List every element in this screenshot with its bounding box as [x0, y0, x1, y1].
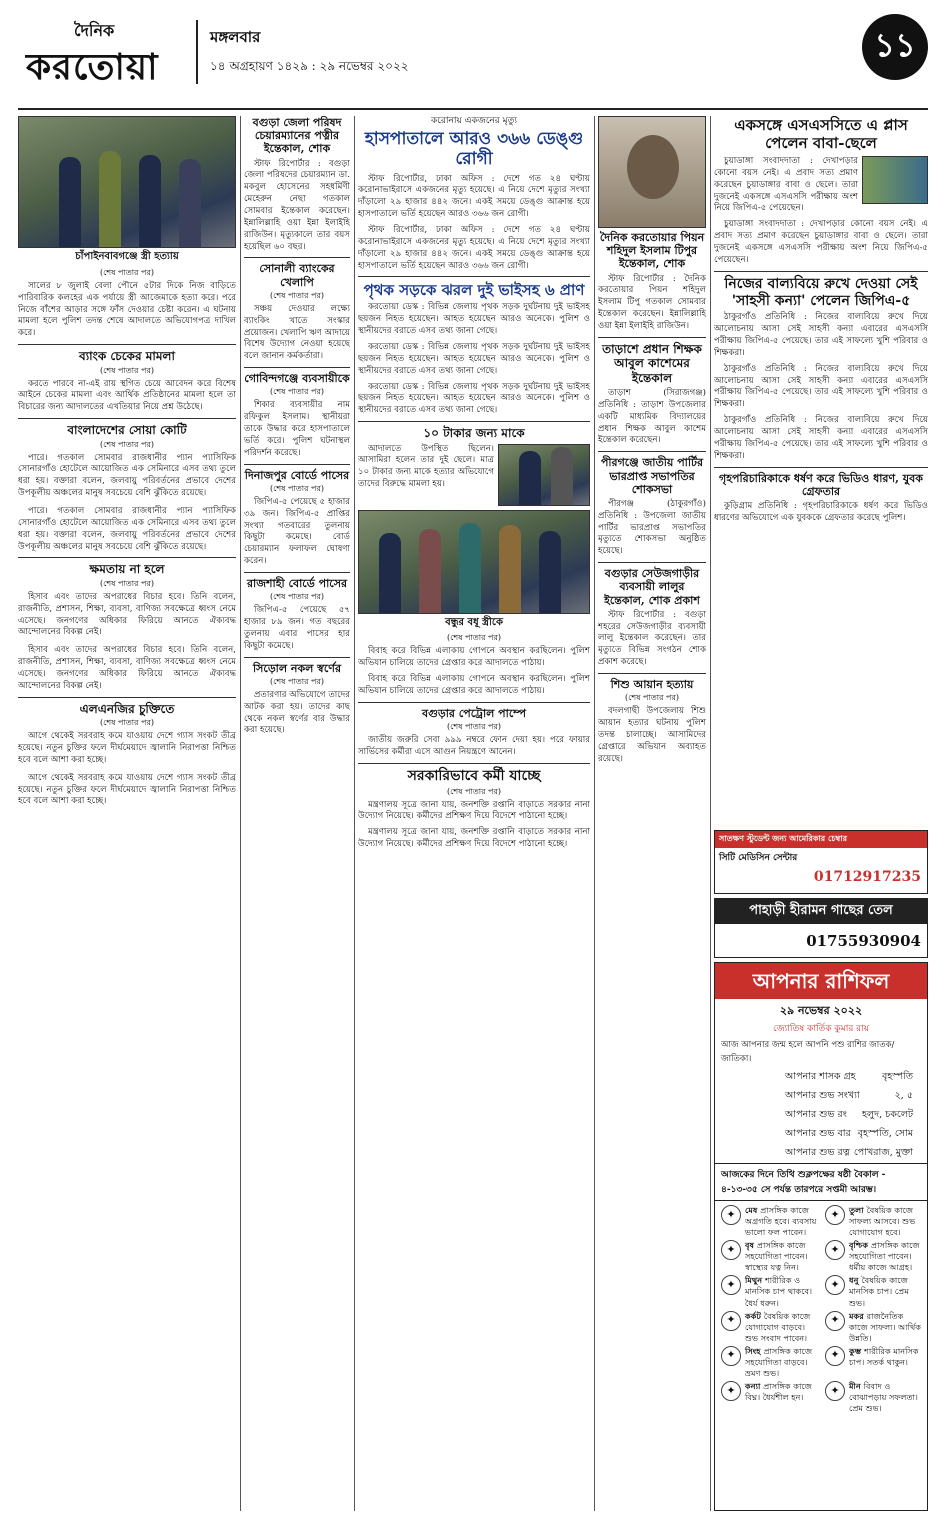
zodiac-text: ধনু বৈষয়িক কাজে মানসিক চাপ। প্রেম শুভ।	[849, 1275, 909, 1308]
horoscope-box	[714, 962, 928, 1511]
headline: নিজের বাল্যবিয়ে রুখে দেওয়া সেই 'সাহসী কন্যা' পেলেন জিপিএ-৫	[724, 275, 918, 309]
article-body: মন্ত্রণালয় সূত্রে জানা যায়, জনশক্তি রপ্তানি বাড়াতে সরকার নানা উদ্যোগ নিয়েছে। কর্মীদের প্রশিক্ষণ দিয়ে বিদেশে পাঠানো হচ্ছে।	[358, 827, 590, 850]
continued-label: (শেষ পাতার পর)	[99, 578, 155, 588]
photo-caption: বন্ধুর বধূ স্ত্রীকে	[445, 616, 503, 628]
zodiac-sign-icon: ✦	[825, 1240, 845, 1260]
zodiac-sign-icon: ✦	[825, 1205, 845, 1225]
photo-caption: দৈনিক করতোয়ার পিয়ন শহিদুল ইসলাম টিপুর ইন্তেকাল, শোক	[599, 231, 705, 271]
column-1	[18, 116, 236, 1511]
zodiac-sign-icon: ✦	[721, 1346, 741, 1366]
horoscope-intro: আজ আপনার জন্ম হলে আপনি পশু রাশির জাতক/জাতিকা।	[721, 1040, 895, 1064]
headline: হাসপাতালে আরও ৩৬৬ ডেঙ্গু রোগী	[364, 128, 584, 170]
headline: ব্যাংক চেকের মামলা	[79, 349, 175, 364]
headline: বগুড়া জেলা পরিষদ চেয়ারম্যানের পত্নীর	[252, 116, 342, 143]
article-body: চুয়াডাঙ্গা সংবাদদাতা : দেখাপড়ার কোনো বয়স নেই। এ প্রবাদ সত্য প্রমাণ করেছেন চুয়াডাঙ্গার বাবা ও ছেলে। তারা দুজনেই একসঙ্গে এসএসসি পরীক্ষায় অংশ নিয়ে জিপিএ-৫ পেয়েছেন।	[714, 156, 858, 214]
page-number: ১১	[862, 14, 928, 80]
kicker: করোনায় একজনের মৃত্যু	[431, 116, 517, 126]
zodiac-item	[825, 1275, 921, 1308]
zodiac-item	[721, 1205, 817, 1238]
continued-label: (শেষ পাতার পর)	[99, 365, 155, 375]
article-body: তাড়াশ (সিরাজগঞ্জ) প্রতিনিধি : তাড়াশ উপজেলার একটি মাধ্যমিক বিদ্যালয়ের প্রধান শিক্ষক আবুল কাশেম ইন্তেকাল করেছেন।	[598, 388, 706, 446]
headline-sub: ইন্তেকাল, শোক	[263, 142, 331, 156]
article-body: করতোয়া ডেস্ক : বিভিন্ন জেলায় পৃথক সড়ক দুর্ঘটনায় দুই ভাইসহ ছয়জন নিহত হয়েছেন। আহত হয়েছেন আরও অনেকে। পুলিশ ও স্থানীয়দের বরাতে এসব তথ্য জানা গেছে।	[358, 381, 590, 416]
ad-clinic-name: সিটি মেডিসিন সেন্টার	[719, 853, 798, 863]
attribute-label: আপনার শুভ সংখ্যা	[785, 1090, 860, 1101]
article-body: চুয়াডাঙ্গা সংবাদদাতা : দেখাপড়ার কোনো বয়স নেই। এ প্রবাদ সত্য প্রমাণ করেছেন চুয়াডাঙ্গার বাবা ও ছেলে। তারা দুজনেই একসঙ্গে এসএসসি পরীক্ষায় অংশ নিয়ে জিপিএ-৫ পেয়েছেন।	[714, 219, 928, 265]
headline: সরকারিভাবে কর্মী যাচ্ছে	[407, 767, 541, 784]
headline: দিনাজপুর বোর্ডে পাসের	[244, 468, 350, 482]
headline: সোনালী ব্যাংকের খেলাপি	[259, 262, 335, 289]
zodiac-text: তুলা বৈষয়িক কাজে সাফল্য আসবে। শুভ যোগাযোগ হবে।	[849, 1205, 916, 1238]
headline: পৃথক সড়কে ঝরল দুই ভাইসহ ৬ প্রাণ	[363, 281, 585, 300]
continued-label: (শেষ পাতার পর)	[269, 592, 325, 602]
ad-title: পাহাড়ী হীরামন গাছের তেল	[715, 899, 927, 924]
zodiac-text: কন্যা প্রাসঙ্গিক কাজে বিঘ্ন। ধৈর্যশীল হন।	[745, 1380, 812, 1402]
zodiac-sign-icon: ✦	[721, 1381, 741, 1401]
attribute-value: হলুদ, চকলেট	[862, 1109, 913, 1120]
article-body: স্টাফ রিপোর্টার, ঢাকা অফিস : দেশে গত ২৪ ঘণ্টায় করোনাভাইরাসে একজনের মৃত্যু হয়েছে। এ নিয়ে দেশে মৃত্যুর সংখ্যা দাঁড়ালো ২৯ হাজার ৪৪২ জনে। একই সময়ে ডেঙ্গু আক্রান্ত হয়ে হাসপাতালে ভর্তি হয়েছেন আরও ৩৬৬ জন রোগী।	[358, 225, 590, 271]
article-body: মন্ত্রণালয় সূত্রে জানা যায়, জনশক্তি রপ্তানি বাড়াতে সরকার নানা উদ্যোগ নিয়েছে। কর্মীদের প্রশিক্ষণ দিয়ে বিদেশে পাঠানো হচ্ছে।	[358, 799, 590, 822]
continued-label: (শেষ পাতার পর)	[446, 786, 502, 796]
zodiac-item	[825, 1240, 921, 1273]
headline: রাজশাহী বোর্ডে পাসের	[246, 577, 348, 591]
zodiac-text: বৃশ্চিক প্রাসঙ্গিক কাজে সহযোগিতা পাবেন। ধর্মীয় কাজে আগ্রহ।	[849, 1240, 920, 1273]
article-body: স্টাফ রিপোর্টার : বগুড়া জেলা পরিষদের চেয়ারম্যান ডা. মকবুল হোসেনের সহধর্মিণী মেহেরুন নেছা গতকাল সোমবার ইন্তেকাল করেছেন। ইন্নালিল্লাহি ওয়া ইন্না ইলাইহি রাজিউন। মৃত্যুকালে তার বয়স হয়েছিল ৬০ বছর।	[244, 158, 350, 252]
article-body: বদলগাছী উপজেলায় শিশু আয়ান হত্যার ঘটনায় পুলিশ তদন্ত চালাচ্ছে। আসামিদের গ্রেপ্তারে অভিযান অব্যাহত রয়েছে।	[598, 706, 706, 764]
article-body: ঠাকুরগাঁও প্রতিনিধি : নিজের বাল্যবিয়ে রুখে দিয়ে আলোচনায় আসা সেই সাহসী কন্যা এবারের এসএসসি পরীক্ষায় জিপিএ-৫ পেয়েছে। তার এই সাফল্যে খুশি পরিবার ও শিক্ষকরা।	[714, 312, 928, 358]
article-body: কুড়িগ্রাম প্রতিনিধি : গৃহপরিচারিকাকে ধর্ষণ করে ভিডিও ধারণের অভিযোগে এক যুবককে গ্রেফতার করেছে পুলিশ।	[714, 501, 928, 523]
continued-label: (শেষ পাতার পর)	[99, 267, 155, 277]
masthead	[18, 14, 928, 110]
photo-caption: চাঁপাইনবাবগঞ্জে স্ত্রী হত্যায়	[75, 251, 179, 262]
continued-label: (শেষ পাতার পর)	[269, 290, 325, 300]
continued-label: (শেষ পাতার পর)	[99, 718, 155, 728]
zodiac-item	[825, 1381, 921, 1414]
zodiac-item	[721, 1240, 817, 1273]
oil-ad	[714, 898, 928, 958]
attribute-label: আপনার শুভ রং	[785, 1109, 847, 1120]
ad-title: সাতক্ষণ স্টুডেন্ট জন্য আমেরিকার চেম্বার	[715, 831, 927, 848]
horoscope-attribute-row	[715, 1087, 927, 1106]
zodiac-item	[825, 1346, 921, 1379]
article-body: আদালতে উপস্থিত ছিলেন। আসামিরা হলেন তার দুই ছেলে। মাত্র ১০ টাকার জন্য মাকে হত্যার অভিযোগে তাদের বিরুদ্ধে মামলা হয়।	[358, 443, 494, 490]
horoscope-attribute-row	[715, 1068, 927, 1087]
headline: সিড়োল নকল স্বর্ণের	[252, 661, 341, 675]
zodiac-sign-icon: ✦	[825, 1311, 845, 1331]
continued-label: (শেষ পাতার পর)	[446, 633, 502, 643]
article-body: বিবাহ করে বিভিন্ন এলাকায় গোপনে অবস্থান করছিলেন। পুলিশ অভিযান চালিয়ে তাদের গ্রেপ্তার করে আদালতে পাঠায়।	[358, 674, 590, 696]
attribute-label: আপনার শুভ রত্ন	[785, 1147, 850, 1158]
headline: ক্ষমতায় না হলে	[89, 562, 165, 577]
horoscope-attribute-row	[715, 1125, 927, 1144]
headline: ১০ টাকার জন্য মাকে	[423, 426, 525, 441]
article-body: স্টাফ রিপোর্টার, ঢাকা অফিস : দেশে গত ২৪ ঘণ্টায় করোনাভাইরাসে একজনের মৃত্যু হয়েছে। এ নিয়ে দেশে মৃত্যুর সংখ্যা দাঁড়ালো ২৯ হাজার ৪৪২ জনে। একই সময়ে ডেঙ্গু আক্রান্ত হয়ে হাসপাতালে ভর্তি হয়েছেন আরও ৩৬৬ জন রোগী।	[358, 173, 590, 220]
ad-phone: 01755930904	[806, 932, 921, 950]
article-body: করতোয়া ডেস্ক : বিভিন্ন জেলায় পৃথক সড়ক দুর্ঘটনায় দুই ভাইসহ ছয়জন নিহত হয়েছেন। আহত হয়েছেন আরও অনেকে। পুলিশ ও স্থানীয়দের বরাতে এসব তথ্য জানা গেছে।	[358, 302, 590, 337]
headline: বগুড়ার পেট্রোল পাম্পে	[422, 706, 526, 720]
article-body: করতে পারবে না-এই রায় স্থগিত চেয়ে আবেদন করে বিশেষ আইনে চেকের মামলা এবং আর্থিক প্রতিষ্ঠানের মামলা হলে তা বিচারের জন্য আদালতের এখতিয়ার নিয়ে প্রশ্ন উঠেছে।	[18, 378, 236, 413]
article-body: জাতীয় জরুরি সেবা ৯৯৯ নম্বরে ফোন দেয়া হয়। পরে ফায়ার সার্ভিসের কর্মীরা এসে আগুন নিয়ন্ত্রণে আনেন।	[358, 735, 590, 757]
attribute-value: পোখরাজ, মুক্তা	[853, 1147, 913, 1158]
article-body: পীরগঞ্জ (ঠাকুরগাঁও) প্রতিনিধি : উপজেলা জাতীয় পার্টির ভারপ্রাপ্ত সভাপতির মৃত্যুতে শোকসভা অনুষ্ঠিত হয়েছে।	[598, 498, 706, 557]
zodiac-item	[825, 1311, 921, 1344]
arrest-photo	[18, 116, 236, 248]
column-4	[598, 116, 706, 1511]
article-body: শিকার ব্যবসায়ীর নাম রফিকুল ইসলাম। স্থানীয়রা তাকে উদ্ধার করে হাসপাতালে ভর্তি করে। পুলিশ ঘটনাস্থল পরিদর্শন করেছে।	[244, 400, 350, 458]
continued-label: (শেষ পাতার পর)	[624, 693, 680, 703]
article-body: বিবাহ করে বিভিন্ন এলাকায় গোপনে অবস্থান করছিলেন। পুলিশ অভিযান চালিয়ে তাদের গ্রেপ্তার করে আদালতে পাঠায়।	[358, 646, 590, 669]
headline: একসঙ্গে এসএসসিতে এ প্লাস পেলেন বাবা-ছেলে	[734, 116, 908, 152]
zodiac-item	[721, 1381, 817, 1414]
zodiac-sign-icon: ✦	[721, 1240, 741, 1260]
article-body: হিসাব এবং তাদের অপরাধের বিচার হবে। তিনি বলেন, রাজনীতি, প্রশাসন, শিক্ষা, ব্যবসা, বাণিজ্য সবক্ষেত্রে ধ্বংস নেমে এসেছে। জনগণের অধিকার ফিরিয়ে আনতে ঐক্যবদ্ধ আন্দোলনের বিকল্প নেই।	[18, 645, 236, 691]
article-body: হিসাব এবং তাদের অপরাধের বিচার হবে। তিনি বলেন, রাজনীতি, প্রশাসন, শিক্ষা, ব্যবসা, বাণিজ্য সবক্ষেত্রে ধ্বংস নেমে এসেছে। জনগণের অধিকার ফিরিয়ে আনতে ঐক্যবদ্ধ আন্দোলনের বিকল্প নেই।	[18, 591, 236, 638]
article-body: জিপিএ-৫ পেয়েছে ৫৭ হাজার ৮৯ জন। গত বছরের তুলনায় এবার পাসের হার কিছুটা কমেছে।	[244, 605, 350, 651]
zodiac-sign-icon: ✦	[825, 1381, 845, 1401]
article-body: সঞ্চয় দেওয়ার লক্ষ্যে ব্যাংকিং খাতে সংস্কার প্রয়োজন। খেলাপি ঋণ আদায়ে বিশেষ উদ্যোগ নেওয়া হয়েছে বলে জানান কর্মকর্তারা।	[244, 303, 350, 362]
zodiac-text: মীন বিবাদ ও বোঝাপড়ায় সফলতা। প্রেম শুভ।	[849, 1380, 918, 1414]
zodiac-text: মিথুন শারীরিক ও মানসিক চাপ থাকবে। ধৈর্য ধরুন।	[745, 1275, 813, 1308]
continued-label: (শেষ পাতার পর)	[269, 676, 325, 686]
article-body: ঠাকুরগাঁও প্রতিনিধি : নিজের বাল্যবিয়ে রুখে দিয়ে আলোচনায় আসা সেই সাহসী কন্যা এবারের এসএসসি পরীক্ষায় জিপিএ-৫ পেয়েছে। তার এই সাফল্যে খুশি পরিবার ও শিক্ষকরা।	[714, 415, 928, 461]
horoscope-author: জ্যোতিষ কার্তিক কুমার রায়	[772, 1024, 870, 1034]
zodiac-item	[721, 1275, 817, 1308]
logo-main-text: করতোয়া	[26, 46, 159, 88]
headline: বাংলাদেশের সোয়া কোটি	[67, 423, 187, 438]
portrait-photo	[598, 116, 706, 228]
logo-top-text: দৈনিক	[74, 21, 115, 40]
article-body: আগে থেকেই সরবরাহ কমে যাওয়ায় দেশে গ্যাস সংকট তীব্র হয়েছে। নতুন চুক্তির ফলে দীর্ঘমেয়াদে জ্বালানি নিরাপত্তা নিশ্চিত হবে বলে আশা করা হচ্ছে।	[18, 731, 236, 765]
continued-label: (শেষ পাতার পর)	[269, 387, 325, 397]
zodiac-sign-icon: ✦	[825, 1275, 845, 1295]
headline: গৃহপরিচারিকাকে ধর্ষণ করে ভিডিও ধারণ, যুবক গ্রেফতার	[719, 471, 923, 498]
article-body: আগে থেকেই সরবরাহ কমে যাওয়ায় দেশে গ্যাস সংকট তীব্র হয়েছে। নতুন চুক্তির ফলে দীর্ঘমেয়াদে জ্বালানি নিরাপত্তা নিশ্চিত হবে বলে আশা করা হচ্ছে।	[18, 772, 236, 807]
zodiac-item	[721, 1346, 817, 1379]
attribute-label: আপনার শুভ বার	[785, 1128, 851, 1139]
attribute-value: বৃহস্পতি, সোম	[857, 1128, 913, 1139]
attribute-value: ২, ৫	[894, 1090, 913, 1101]
column-2	[244, 116, 350, 1511]
attribute-value: বৃহস্পতি	[881, 1071, 913, 1082]
suspect-photo	[498, 444, 590, 506]
article-body: সালের ৮ জুলাই বেলা পৌনে ৫টার দিকে নিজ বাড়িতে পারিবারিক কলহের এক পর্যায়ে স্ত্রী আজেমাকে হত্যা করে। পরে নিজে বাঁশের আড়ার সঙ্গে ফাঁস দেওয়ার চেষ্টা করেন। এ ঘটনায় মামলা হলে পুলিশ তদন্ত শেষে আদালতে অভিযোগপত্র দাখিল করে।	[18, 280, 236, 339]
column-3	[358, 116, 590, 1511]
arrest-photo-2	[358, 510, 590, 614]
article-body: জিপিএ-৫ পেয়েছে ৫ হাজার ৩৯ জন। জিপিএ-৫ প্রাপ্তির সংখ্যা গতবারের তুলনায় কিছুটা কমেছে। বোর্ড চেয়ারম্যান ফলাফল ঘোষণা করেন।	[244, 496, 350, 567]
horoscope-date: ২৯ নভেম্বর ২০২২	[779, 1004, 863, 1017]
day-name: মঙ্গলবার	[210, 28, 261, 46]
zodiac-item	[825, 1205, 921, 1238]
article-body: ঠাকুরগাঁও প্রতিনিধি : নিজের বাল্যবিয়ে রুখে দিয়ে আলোচনায় আসা সেই সাহসী কন্যা এবারের এসএসসি পরীক্ষায় জিপিএ-৫ পেয়েছে। তার এই সাফল্যে খুশি পরিবার ও শিক্ষকরা।	[714, 363, 928, 410]
article-body: স্টাফ রিপোর্টার : দৈনিক করতোয়ার পিয়ন শহিদুল ইসলাম টিপু গতকাল সোমবার ইন্তেকাল করেছেন। ইন্নালিল্লাহি ওয়া ইন্না ইলাইহি রাজিউন।	[598, 273, 706, 331]
article-body: প্রতারণার অভিযোগে তাদের আটক করা হয়। তাদের কাছ থেকে নকল স্বর্ণের বার উদ্ধার করা হয়েছে।	[244, 689, 350, 736]
zodiac-sign-icon: ✦	[721, 1275, 741, 1295]
zodiac-sign-icon: ✦	[721, 1205, 741, 1225]
horoscope-attribute-row	[715, 1106, 927, 1125]
horoscope-today: আজকের দিনে তিথি শুক্লপক্ষের ষষ্ঠী বৈকাল - ৪-১৩-৩৫ সে পর্যন্ত তারপরে সপ্তমী আরম্ভ।	[715, 1163, 927, 1201]
headline: তাড়াশে প্রধান শিক্ষক আবুল কাশেমের ইন্তেকাল	[602, 341, 702, 385]
continued-label: (শেষ পাতার পর)	[269, 483, 325, 493]
clinic-ad	[714, 830, 928, 894]
zodiac-text: কর্কট বৈষয়িক কাজে যোগাযোগ বাড়বে। শুভ সংবাদ পাবেন।	[745, 1310, 811, 1343]
horoscope-title: আপনার রাশিফল	[715, 963, 927, 999]
article-body: স্টাফ রিপোর্টার : বগুড়া শহরের সেউজগাড়ীর ব্যবসায়ী লালু ইন্তেকাল করেছেন। তার মৃত্যুতে বিভিন্ন সংগঠন শোক প্রকাশ করেছে।	[598, 609, 706, 668]
zodiac-grid	[715, 1201, 927, 1418]
zodiac-text: মেষ প্রাসঙ্গিক কাজে অগ্রগতি হবে। ব্যবসায় ভালো ফল পাবেন।	[745, 1205, 817, 1238]
continued-label: (শেষ পাতার পর)	[446, 722, 502, 732]
continued-label: (শেষ পাতার পর)	[99, 439, 155, 449]
article-body: পারে। গতকাল সোমবার রাজধানীর প্যান প্যাসিফিক সোনারগাঁও হোটেলে আয়োজিত এক সেমিনারে এসব তথ্য তুলে ধরা হয়। বক্তারা বলেন, জলবায়ু পরিবর্তনের প্রভাবে দেশের উপকূলীয় অঞ্চলের মানুষ সবচেয়ে বেশি ঝুঁকিতে রয়েছে।	[18, 505, 236, 552]
attribute-label: আপনার শাসক গ্রহ	[785, 1071, 856, 1082]
zodiac-sign-icon: ✦	[825, 1346, 845, 1366]
article-body: করতোয়া ডেস্ক : বিভিন্ন জেলায় পৃথক সড়ক দুর্ঘটনায় দুই ভাইসহ ছয়জন নিহত হয়েছেন। আহত হয়েছেন আরও অনেকে। পুলিশ ও স্থানীয়দের বরাতে এসব তথ্য জানা গেছে।	[358, 342, 590, 376]
date-line: ১৪ অগ্রহায়ণ ১৪২৯ : ২৯ নভেম্বর ২০২২	[210, 59, 409, 73]
headline: বগুড়ার সেউজগাড়ীর ব্যবসায়ী লালুর ইন্তেকাল, শোক প্রকাশ	[604, 567, 700, 607]
zodiac-text: বৃষ প্রাসঙ্গিক কাজে সহযোগিতা পাবেন। স্বাস্থ্যের যত্ন নিন।	[745, 1240, 808, 1273]
headline: পীরগঞ্জে জাতীয় পার্টির ভারপ্রাপ্ত সভাপতির শোকসভা	[600, 456, 704, 496]
zodiac-text: সিংহ প্রাসঙ্গিক কাজে সহযোগিতা বাড়বে। ভ্রমণ শুভ।	[745, 1345, 813, 1378]
headline: এলএনজির চুক্তিতে	[79, 701, 175, 716]
zodiac-sign-icon: ✦	[721, 1311, 741, 1331]
zodiac-text: মকর রাজনৈতিক কাজে সাফল্য। আর্থিক উন্নতি।	[849, 1310, 922, 1343]
father-son-photo	[862, 156, 928, 204]
ad-phone: 01712917235	[813, 869, 921, 885]
headline: শিশু আয়ান হত্যায়	[610, 678, 694, 692]
headline: গোবিন্দগঞ্জে ব্যবসায়ীকে	[244, 372, 350, 386]
horoscope-attributes	[715, 1068, 927, 1163]
article-body: পারে। গতকাল সোমবার রাজধানীর প্যান প্যাসিফিক সোনারগাঁও হোটেলে আয়োজিত এক সেমিনারে এসব তথ্য তুলে ধরা হয়। বক্তারা বলেন, জলবায়ু পরিবর্তনের প্রভাবে দেশের উপকূলীয় অঞ্চলের মানুষ সবচেয়ে বেশি ঝুঁকিতে রয়েছে।	[18, 452, 236, 499]
zodiac-text: কুম্ভ শারীরিক মানসিক চাপ। সতর্ক থাকুন।	[849, 1345, 919, 1367]
zodiac-item	[721, 1311, 817, 1344]
masthead-divider	[196, 20, 198, 84]
horoscope-attribute-row	[715, 1144, 927, 1163]
newspaper-logo	[18, 18, 188, 88]
